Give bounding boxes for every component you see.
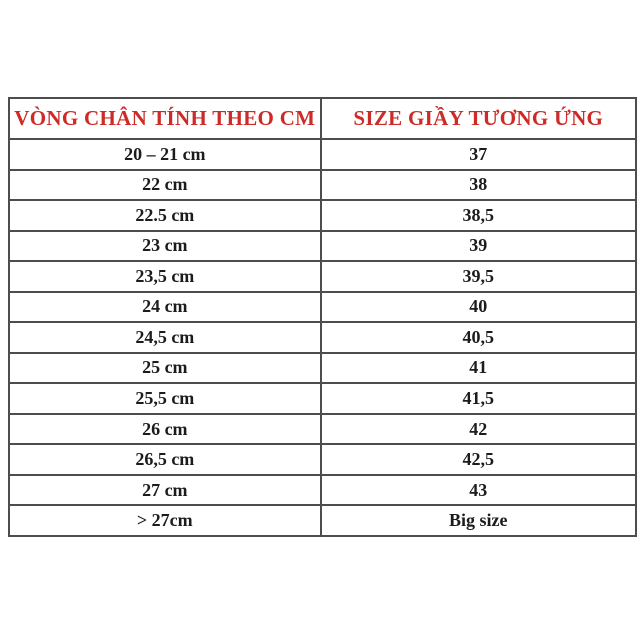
- table-row: [9, 353, 636, 384]
- table-row: [9, 383, 636, 414]
- size-cell: Big size: [321, 505, 636, 536]
- size-cell: 37: [321, 139, 636, 170]
- cm-cell: 26,5 cm: [9, 444, 321, 475]
- table-row: [9, 505, 636, 536]
- size-cell: 40,5: [321, 322, 636, 353]
- header-row: [9, 98, 636, 139]
- cm-cell: 24,5 cm: [9, 322, 321, 353]
- size-cell: 42: [321, 414, 636, 445]
- size-cell: 38: [321, 170, 636, 201]
- size-conversion-table: [8, 97, 637, 537]
- table-row: [9, 475, 636, 506]
- cm-cell: 23 cm: [9, 231, 321, 262]
- size-cell: 41: [321, 353, 636, 384]
- table-row: [9, 261, 636, 292]
- cm-cell: 25 cm: [9, 353, 321, 384]
- table-row: [9, 170, 636, 201]
- size-cell: 43: [321, 475, 636, 506]
- cm-cell: 27 cm: [9, 475, 321, 506]
- cm-cell: 25,5 cm: [9, 383, 321, 414]
- table-row: [9, 322, 636, 353]
- size-cell: 40: [321, 292, 636, 323]
- cm-cell: 22.5 cm: [9, 200, 321, 231]
- cm-cell: 24 cm: [9, 292, 321, 323]
- table-row: [9, 444, 636, 475]
- size-cell: 42,5: [321, 444, 636, 475]
- size-cell: 41,5: [321, 383, 636, 414]
- column-header-foot-circumference: VÒNG CHÂN TÍNH THEO CM: [9, 98, 321, 139]
- cm-cell: 20 – 21 cm: [9, 139, 321, 170]
- size-cell: 38,5: [321, 200, 636, 231]
- cm-cell: 26 cm: [9, 414, 321, 445]
- cm-cell: 23,5 cm: [9, 261, 321, 292]
- table-row: [9, 200, 636, 231]
- table-row: [9, 292, 636, 323]
- table-row: [9, 231, 636, 262]
- table-row: [9, 139, 636, 170]
- size-cell: 39: [321, 231, 636, 262]
- table-row: [9, 414, 636, 445]
- cm-cell: 22 cm: [9, 170, 321, 201]
- cm-cell: > 27cm: [9, 505, 321, 536]
- size-cell: 39,5: [321, 261, 636, 292]
- column-header-shoe-size: SIZE GIẦY TƯƠNG ỨNG: [321, 98, 636, 139]
